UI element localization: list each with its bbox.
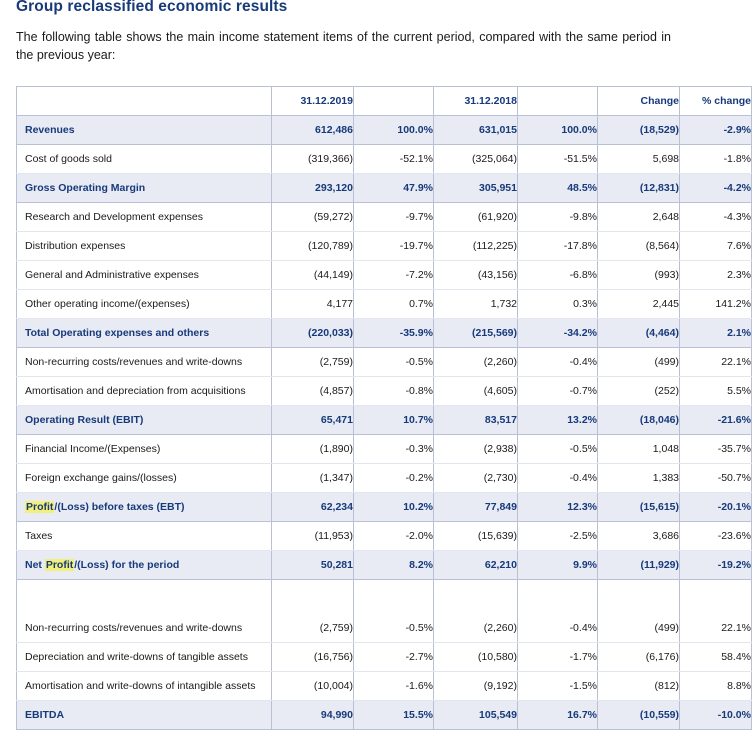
table-row [17,261,752,290]
pct-2019: -7.2% [354,261,434,290]
value-2018: (10,580) [434,643,518,672]
value-2019: (319,366) [272,145,354,174]
row-label: Net Profit/(Loss) for the period [17,551,272,580]
column-header-2019: 31.12.2019 [272,87,354,116]
value-change: (499) [598,614,680,643]
row-label: Revenues [17,116,272,145]
value-2018: 1,732 [434,290,518,319]
value-2019: 50,281 [272,551,354,580]
pct-2018 [518,580,598,615]
value-2018: 631,015 [434,116,518,145]
pct-2018: -1.7% [518,643,598,672]
value-change: 1,048 [598,435,680,464]
table-row [17,232,752,261]
pct-2018: -6.8% [518,261,598,290]
pct-2019: -0.3% [354,435,434,464]
pct-change: -2.9% [680,116,752,145]
pct-2019: 10.2% [354,493,434,522]
pct-2019: -0.8% [354,377,434,406]
pct-2019: -0.5% [354,614,434,643]
value-2018: (4,605) [434,377,518,406]
value-2019: 4,177 [272,290,354,319]
row-label: Amortisation and write-downs of intangible assets [17,672,272,701]
value-change: (10,559) [598,701,680,730]
value-2019: 94,990 [272,701,354,730]
pct-2019: -2.7% [354,643,434,672]
value-2019 [272,580,354,615]
row-label: Non-recurring costs/revenues and write-downs [17,614,272,643]
column-header-label [17,87,272,116]
pct-2019: -9.7% [354,203,434,232]
pct-2018: -1.5% [518,672,598,701]
row-label [17,580,272,615]
value-2018: (61,920) [434,203,518,232]
value-change: (252) [598,377,680,406]
pct-change: 141.2% [680,290,752,319]
pct-2019: -35.9% [354,319,434,348]
value-2019: (1,890) [272,435,354,464]
value-change: (11,929) [598,551,680,580]
pct-2018: -0.5% [518,435,598,464]
column-header-2018: 31.12.2018 [434,87,518,116]
table-row [17,377,752,406]
pct-change: -4.2% [680,174,752,203]
value-2019: 62,234 [272,493,354,522]
value-change [598,580,680,615]
value-change: (18,046) [598,406,680,435]
value-change: 3,686 [598,522,680,551]
table-body [17,116,752,730]
value-2018: (2,260) [434,348,518,377]
pct-2019: -0.2% [354,464,434,493]
pct-2019: 47.9% [354,174,434,203]
value-2018: 105,549 [434,701,518,730]
value-2019: (59,272) [272,203,354,232]
value-change: 2,648 [598,203,680,232]
pct-2018: 12.3% [518,493,598,522]
pct-change: 58.4% [680,643,752,672]
value-2019: (16,756) [272,643,354,672]
pct-2019: 100.0% [354,116,434,145]
pct-change: -35.7% [680,435,752,464]
pct-2018: 0.3% [518,290,598,319]
value-change: (6,176) [598,643,680,672]
highlighted-text: Profit [26,501,54,513]
value-2019: 612,486 [272,116,354,145]
row-label: Foreign exchange gains/(losses) [17,464,272,493]
pct-2018: -0.7% [518,377,598,406]
value-2018: (215,569) [434,319,518,348]
value-change: (18,529) [598,116,680,145]
row-label: Taxes [17,522,272,551]
value-change: (15,615) [598,493,680,522]
pct-2018: -0.4% [518,348,598,377]
table-row [17,406,752,435]
financial-table [16,86,752,730]
table-row [17,290,752,319]
pct-2019 [354,580,434,615]
value-2019: (120,789) [272,232,354,261]
row-label: Amortisation and depreciation from acquisitions [17,377,272,406]
pct-2018: 16.7% [518,701,598,730]
pct-change: 22.1% [680,348,752,377]
pct-change: -21.6% [680,406,752,435]
row-label: General and Administrative expenses [17,261,272,290]
highlighted-text: Profit [45,559,74,571]
pct-change: -10.0% [680,701,752,730]
value-2018 [434,580,518,615]
table-row [17,701,752,730]
value-2019: (44,149) [272,261,354,290]
table-row [17,203,752,232]
value-2019: (10,004) [272,672,354,701]
pct-2018: 100.0% [518,116,598,145]
row-label: Depreciation and write-downs of tangible assets [17,643,272,672]
value-2018: (2,260) [434,614,518,643]
pct-2019: 0.7% [354,290,434,319]
intro-paragraph: The following table shows the main income statement items of the current period, compared with the same period in the previous year: [16,30,671,62]
table-row [17,493,752,522]
pct-change: 2.3% [680,261,752,290]
value-2019: (2,759) [272,348,354,377]
value-change: (499) [598,348,680,377]
value-change: (812) [598,672,680,701]
value-2018: (2,938) [434,435,518,464]
row-label: Gross Operating Margin [17,174,272,203]
value-2018: 62,210 [434,551,518,580]
pct-2019: -52.1% [354,145,434,174]
value-2019: (11,953) [272,522,354,551]
value-change: (8,564) [598,232,680,261]
pct-2019: 8.2% [354,551,434,580]
column-header-change: Change [598,87,680,116]
pct-2018: -0.4% [518,614,598,643]
row-label: Total Operating expenses and others [17,319,272,348]
value-change: 5,698 [598,145,680,174]
pct-change: 7.6% [680,232,752,261]
value-change: (12,831) [598,174,680,203]
value-2018: 305,951 [434,174,518,203]
row-label: Distribution expenses [17,232,272,261]
page-title: Group reclassified economic results [16,0,288,15]
row-label: EBITDA [17,701,272,730]
row-label: Research and Development expenses [17,203,272,232]
value-2018: (15,639) [434,522,518,551]
column-header-2018-pct [518,87,598,116]
row-label: Other operating income/(expenses) [17,290,272,319]
pct-2018: 9.9% [518,551,598,580]
value-2018: (2,730) [434,464,518,493]
pct-change [680,580,752,615]
table-row [17,116,752,145]
pct-2019: -1.6% [354,672,434,701]
value-2019: (220,033) [272,319,354,348]
pct-change: 5.5% [680,377,752,406]
pct-2018: 48.5% [518,174,598,203]
pct-2019: 15.5% [354,701,434,730]
table-header-row [17,87,752,116]
table-row [17,435,752,464]
table-row [17,174,752,203]
pct-2018: -17.8% [518,232,598,261]
table-row [17,551,752,580]
value-2019: (2,759) [272,614,354,643]
pct-2019: -19.7% [354,232,434,261]
value-2019: 65,471 [272,406,354,435]
table-row [17,464,752,493]
pct-change: -19.2% [680,551,752,580]
pct-change: 2.1% [680,319,752,348]
value-change: 2,445 [598,290,680,319]
table-header [17,87,752,116]
value-change: (4,464) [598,319,680,348]
pct-change: -4.3% [680,203,752,232]
pct-2019: -2.0% [354,522,434,551]
pct-2018: -9.8% [518,203,598,232]
pct-2019: -0.5% [354,348,434,377]
pct-2019: 10.7% [354,406,434,435]
table-row [17,522,752,551]
pct-change: 8.8% [680,672,752,701]
value-2018: (43,156) [434,261,518,290]
pct-2018: -0.4% [518,464,598,493]
pct-2018: -2.5% [518,522,598,551]
pct-change: -23.6% [680,522,752,551]
value-2019: (4,857) [272,377,354,406]
pct-change: 22.1% [680,614,752,643]
pct-2018: 13.2% [518,406,598,435]
column-header-2019-pct [354,87,434,116]
pct-2018: -51.5% [518,145,598,174]
table-row [17,580,752,615]
table-row [17,643,752,672]
table-row [17,348,752,377]
row-label: Non-recurring costs/revenues and write-downs [17,348,272,377]
value-2018: (9,192) [434,672,518,701]
value-2018: (112,225) [434,232,518,261]
value-2018: 83,517 [434,406,518,435]
row-label: Financial Income/(Expenses) [17,435,272,464]
pct-2018: -34.2% [518,319,598,348]
value-2018: 77,849 [434,493,518,522]
row-label: Operating Result (EBIT) [17,406,272,435]
table-row [17,614,752,643]
column-header-change-pct: % change [680,87,752,116]
row-label: Cost of goods sold [17,145,272,174]
pct-change: -1.8% [680,145,752,174]
value-change: 1,383 [598,464,680,493]
pct-change: -20.1% [680,493,752,522]
value-2019: (1,347) [272,464,354,493]
table-row [17,319,752,348]
value-2018: (325,064) [434,145,518,174]
table-row [17,672,752,701]
value-change: (993) [598,261,680,290]
pct-change: -50.7% [680,464,752,493]
table-row [17,145,752,174]
row-label: Profit/(Loss) before taxes (EBT) [17,493,272,522]
value-2019: 293,120 [272,174,354,203]
